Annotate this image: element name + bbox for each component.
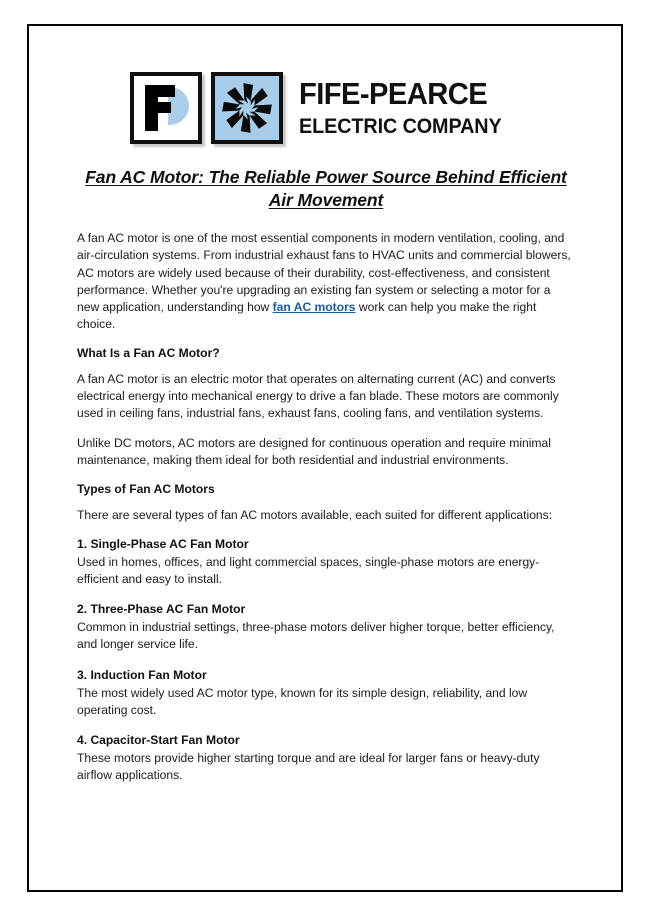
intro-text-after-link: work can help you make the right choice. <box>77 299 537 332</box>
company-name-secondary: ELECTRIC COMPANY <box>299 114 502 139</box>
motor-type-body-capacitor-start: These motors provide higher starting torque and are ideal for larger fans or heavy-duty airflow applications. <box>77 750 540 782</box>
f-top-arm-shape <box>145 85 175 97</box>
company-letterhead <box>29 26 621 144</box>
section-paragraph-definition: A fan AC motor is an electric motor that operates on alternating current (AC) and converts electrical energy into mechanical energy to drive a fan blade. These motors are commonly used in ceiling fans, industrial fans, exhaust fans, cooling fans, and ventilation systems. <box>77 372 559 421</box>
motor-type-heading-capacitor-start: 4. Capacitor-Start Fan Motor <box>77 732 240 747</box>
logo-marks-group <box>130 72 283 144</box>
fan-blade-starburst-icon <box>211 72 283 144</box>
motor-type-body-single-phase: Used in homes, offices, and light commercial spaces, single-phase motors are energy-efficient and easy to install. <box>77 555 540 587</box>
fife-pearce-f-monogram-icon <box>130 72 202 144</box>
motor-type-body-induction: The most widely used AC motor type, known for its simple design, reliability, and low operating cost. <box>77 685 528 717</box>
section-heading-what-is-a-fan-ac-motor: What Is a Fan AC Motor? <box>77 346 220 361</box>
motor-type-heading-induction: 3. Induction Fan Motor <box>77 667 207 682</box>
section-paragraph-types-intro: There are several types of fan AC motors available, each suited for different applications: <box>77 507 553 522</box>
article-title: Fan AC Motor: The Reliable Power Source Behind Efficient Air Movement <box>85 167 567 211</box>
company-name-primary: FIFE-PEARCE <box>299 76 488 112</box>
article-body <box>29 166 621 784</box>
intro-paragraph <box>77 230 575 333</box>
company-wordmark <box>297 78 519 138</box>
motor-type-body-three-phase: Common in industrial settings, three-phase motors deliver higher torque, better efficiency, and longer service life. <box>77 620 555 652</box>
fan-blade-starburst-svg <box>215 76 279 140</box>
section-heading-types-of-fan-ac-motors: Types of Fan AC Motors <box>77 482 215 496</box>
motor-type-heading-three-phase: 2. Three-Phase AC Fan Motor <box>77 602 246 617</box>
fan-ac-motors-link[interactable]: fan AC motors <box>272 299 356 314</box>
f-monogram-glyph <box>143 85 189 131</box>
section-paragraph-ac-vs-dc: Unlike DC motors, AC motors are designed for continuous operation and require minimal maintenance, making them ideal for both residential and industrial environments. <box>77 435 551 467</box>
f-middle-arm-shape <box>145 102 171 113</box>
document-page <box>27 24 623 892</box>
page-content-area <box>29 26 621 890</box>
motor-type-heading-single-phase: 1. Single-Phase AC Fan Motor <box>77 537 249 552</box>
intro-text-before-link: A fan AC motor is one of the most essential components in modern ventilation, cooling, and air-circulation systems. From industrial exhaust fans to HVAC units and commercial blowers, AC motors are widely used because of their durability, cost-effectiveness, and consistent performance. Whether you're upgrading an existing fan system or selecting a motor for a new application, understanding how <box>77 231 571 314</box>
